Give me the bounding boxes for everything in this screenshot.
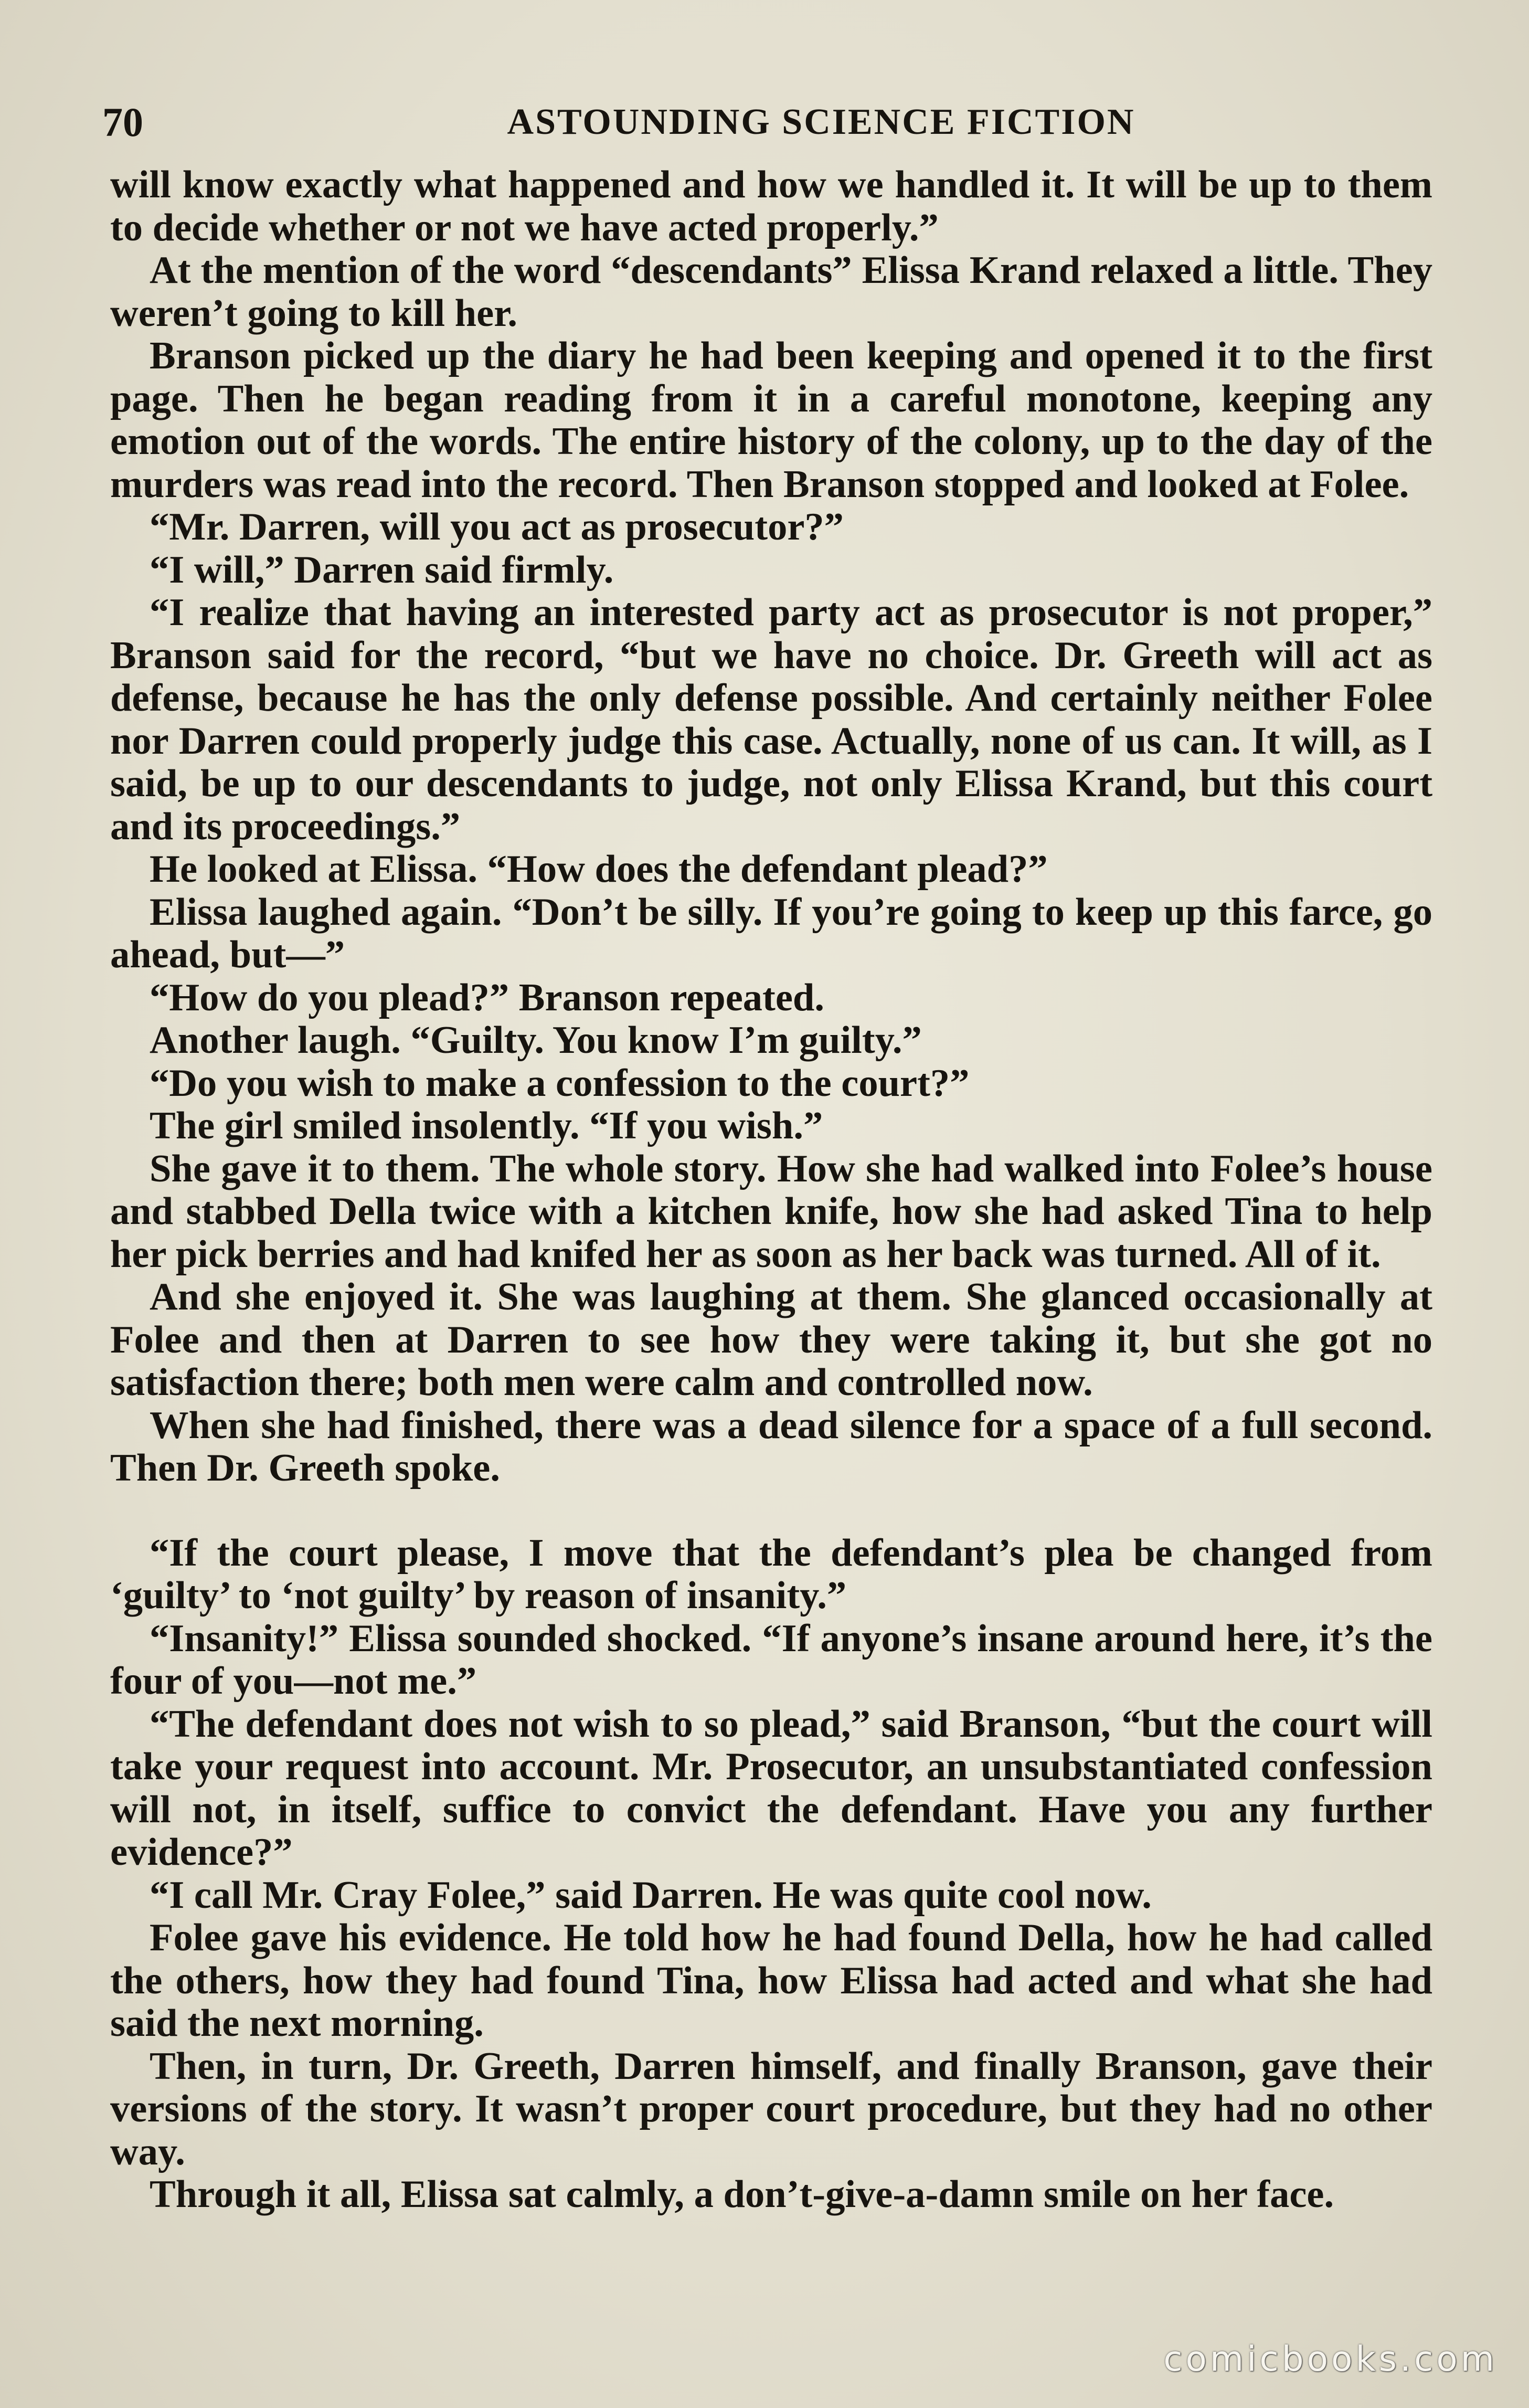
watermark: comicbooks.com [1163,2339,1498,2379]
page-number: 70 [102,99,143,145]
paragraph: Then, in turn, Dr. Greeth, Darren himself, and finally Branson, gave their versions of the story. It wasn’t proper court procedure, but they had no other way. [110,2044,1432,2173]
paragraph: “I call Mr. Cray Folee,” said Darren. He was quite cool now. [150,1873,1152,1917]
paragraph: “Mr. Darren, will you act as prosecutor?” [150,505,844,548]
paragraph: At the mention of the word “descendants” Elissa Krand relaxed a little. They weren’t going to kill her. [110,249,1432,335]
paragraph: will know exactly what happened and how we handled it. It will be up to them to decide whether or not we have acted properly.” [110,163,1432,249]
paragraph: “How do you plead?” Branson repeated. [150,976,824,1019]
paragraph: “Do you wish to make a confession to the court?” [150,1061,970,1105]
running-head: ASTOUNDING SCIENCE FICTION [507,102,1135,142]
paragraph: And she enjoyed it. She was laughing at them. She glanced occasionally at Folee and then at Darren to see how they were taking it, but she got no satisfaction there; both men were calm and controlled now. [110,1275,1432,1404]
paragraph: “The defendant does not wish to so plead,” said Branson, “but the court will take your request into account. Mr. Prosecutor, an unsubstantiated confession will not, in itself, suffice to convict the defendant. Have you any further evidence?” [110,1702,1432,1874]
body-text [110,164,1432,2216]
paragraph: “I will,” Darren said firmly. [150,548,614,592]
paragraph: Elissa laughed again. “Don’t be silly. If you’re going to keep up this farce, go ahead, but—” [110,890,1432,976]
paragraph: “Insanity!” Elissa sounded shocked. “If anyone’s insane around here, it’s the four of you—not me.” [110,1617,1432,1703]
paragraph: She gave it to them. The whole story. How she had walked into Folee’s house and stabbed Della twice with a kitchen knife, how she had asked Tina to help her pick berries and had knifed her as soon as her back was turned. All of it. [110,1147,1432,1276]
paragraph: He looked at Elissa. “How does the defendant plead?” [150,848,1048,891]
paragraph: Another laugh. “Guilty. You know I’m guilty.” [150,1019,922,1062]
paragraph: “If the court please, I move that the defendant’s plea be changed from ‘guilty’ to ‘not guilty’ by reason of insanity.” [110,1531,1432,1617]
paragraph: The girl smiled insolently. “If you wish.” [150,1104,823,1147]
paragraph: “I realize that having an interested party act as prosecutor is not proper,” Branson said for the record, “but we have no choice. Dr. Greeth will act as defense, because he has the only defense possible. And certainly neither Folee nor Darren could properly judge this case. Actually, none of us can. It will, as I said, be up to our descendants to judge, not only Elissa Krand, but this court and its proceedings.” [110,591,1432,848]
paragraph: When she had finished, there was a dead silence for a space of a full second. Then Dr. Greeth spoke. [110,1403,1432,1490]
paragraph: Branson picked up the diary he had been keeping and opened it to the first page. Then he began reading from it in a careful monotone, keeping any emotion out of the words. The entire history of the colony, up to the day of the murders was read into the record. Then Branson stopped and looked at Folee. [110,334,1432,506]
paragraph: Folee gave his evidence. He told how he had found Della, how he had called the others, how they had found Tina, how Elissa had acted and what she had said the next morning. [110,1916,1432,2045]
page-header [102,93,1446,151]
paragraph: Through it all, Elissa sat calmly, a don’t-give-a-damn smile on her face. [150,2173,1334,2216]
